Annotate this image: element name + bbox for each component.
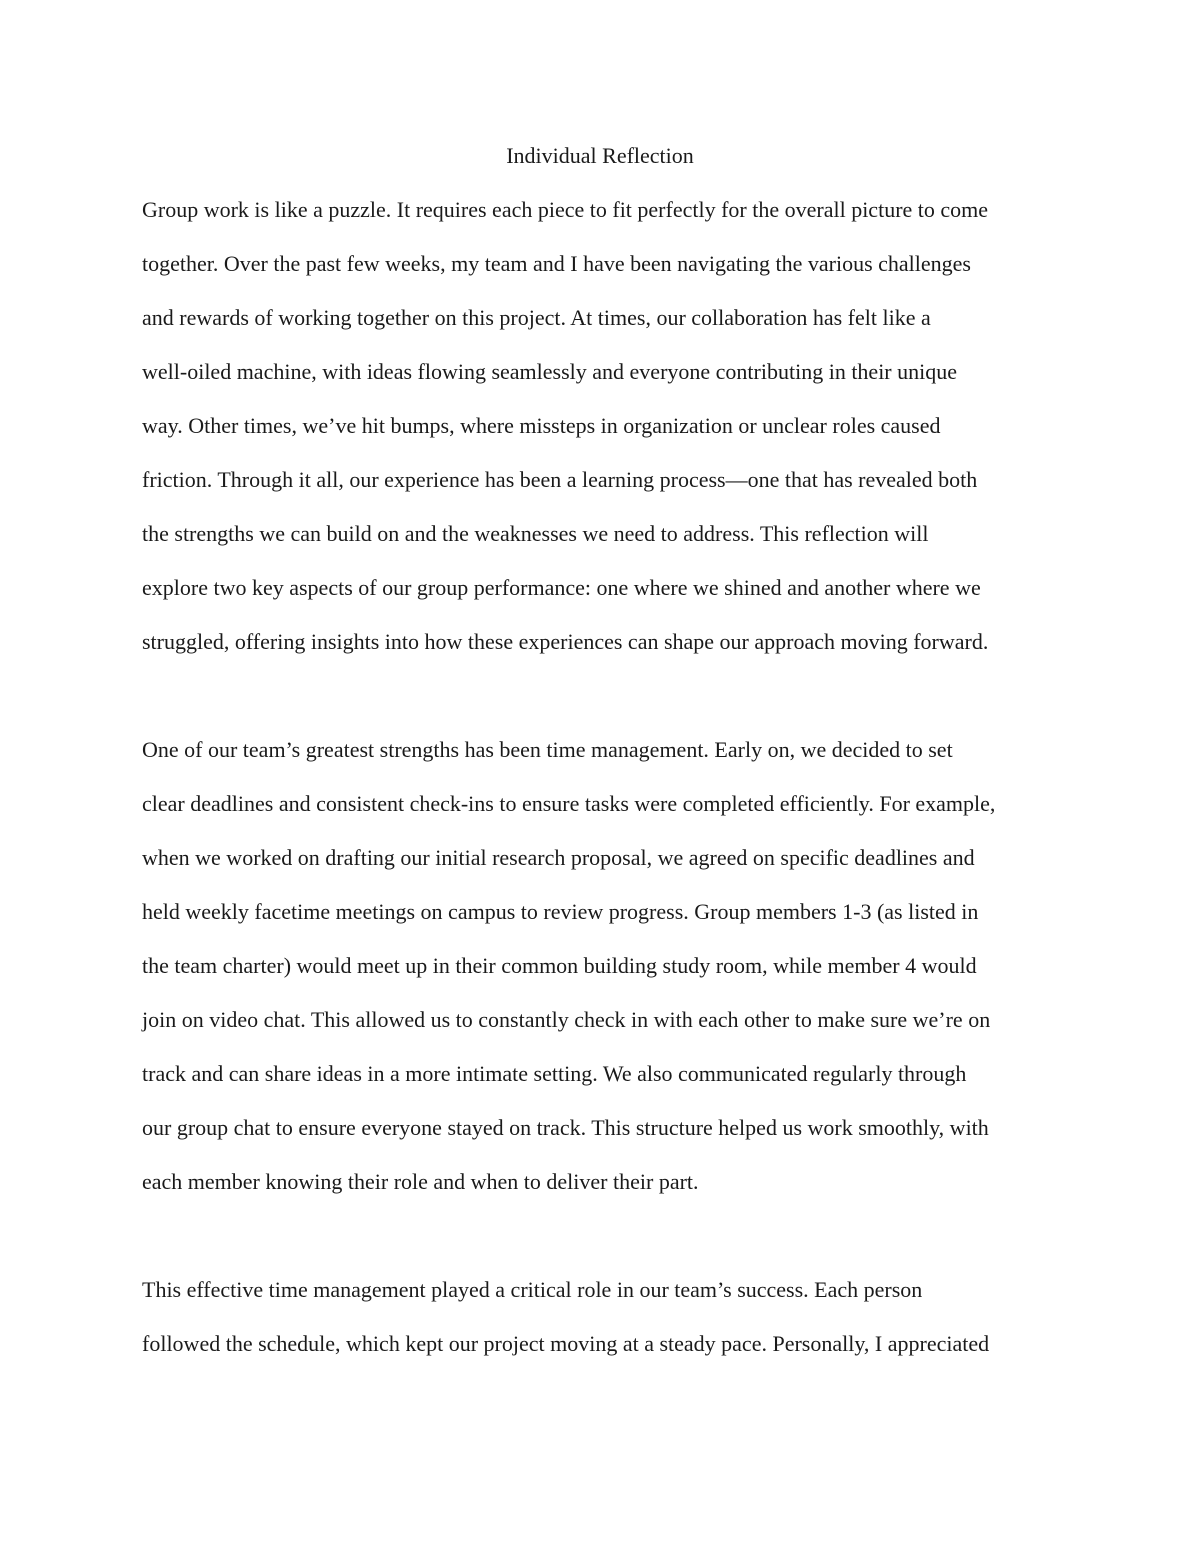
text-line: followed the schedule, which kept our project moving at a steady pace. Personally, I appreciated (142, 1331, 990, 1356)
text-line: and rewards of working together on this project. At times, our collaboration has felt like a (142, 305, 931, 330)
text-line: friction. Through it all, our experience has been a learning process—one that has revealed both (142, 467, 978, 492)
text-line: held weekly facetime meetings on campus to review progress. Group members 1-3 (as listed in (142, 899, 979, 924)
text-line: the strengths we can build on and the weaknesses we need to address. This reflection will (142, 521, 929, 546)
text-line: well-oiled machine, with ideas flowing seamlessly and everyone contributing in their unique (142, 359, 958, 384)
text-line: track and can share ideas in a more intimate setting. We also communicated regularly through (142, 1061, 967, 1086)
text-line: join on video chat. This allowed us to constantly check in with each other to make sure we’re on (142, 1007, 991, 1032)
text-line: clear deadlines and consistent check-ins to ensure tasks were completed efficiently. For example, (142, 791, 996, 816)
text-line: when we worked on drafting our initial research proposal, we agreed on specific deadlines and (142, 845, 975, 870)
text-line: together. Over the past few weeks, my team and I have been navigating the various challenges (142, 251, 971, 276)
text-line: One of our team’s greatest strengths has been time management. Early on, we decided to set (142, 737, 953, 762)
text-line: explore two key aspects of our group performance: one where we shined and another where we (142, 575, 981, 600)
document-title: Individual Reflection (506, 143, 694, 168)
text-line: the team charter) would meet up in their common building study room, while member 4 would (142, 953, 977, 978)
text-line: This effective time management played a critical role in our team’s success. Each person (142, 1277, 923, 1302)
text-line: each member knowing their role and when to deliver their part. (142, 1169, 699, 1194)
text-line: struggled, offering insights into how these experiences can shape our approach moving forward. (142, 629, 989, 654)
text-line: Group work is like a puzzle. It requires each piece to fit perfectly for the overall picture to come (142, 197, 989, 222)
text-line: our group chat to ensure everyone stayed on track. This structure helped us work smoothly, with (142, 1115, 989, 1140)
text-line: way. Other times, we’ve hit bumps, where missteps in organization or unclear roles caused (142, 413, 941, 438)
